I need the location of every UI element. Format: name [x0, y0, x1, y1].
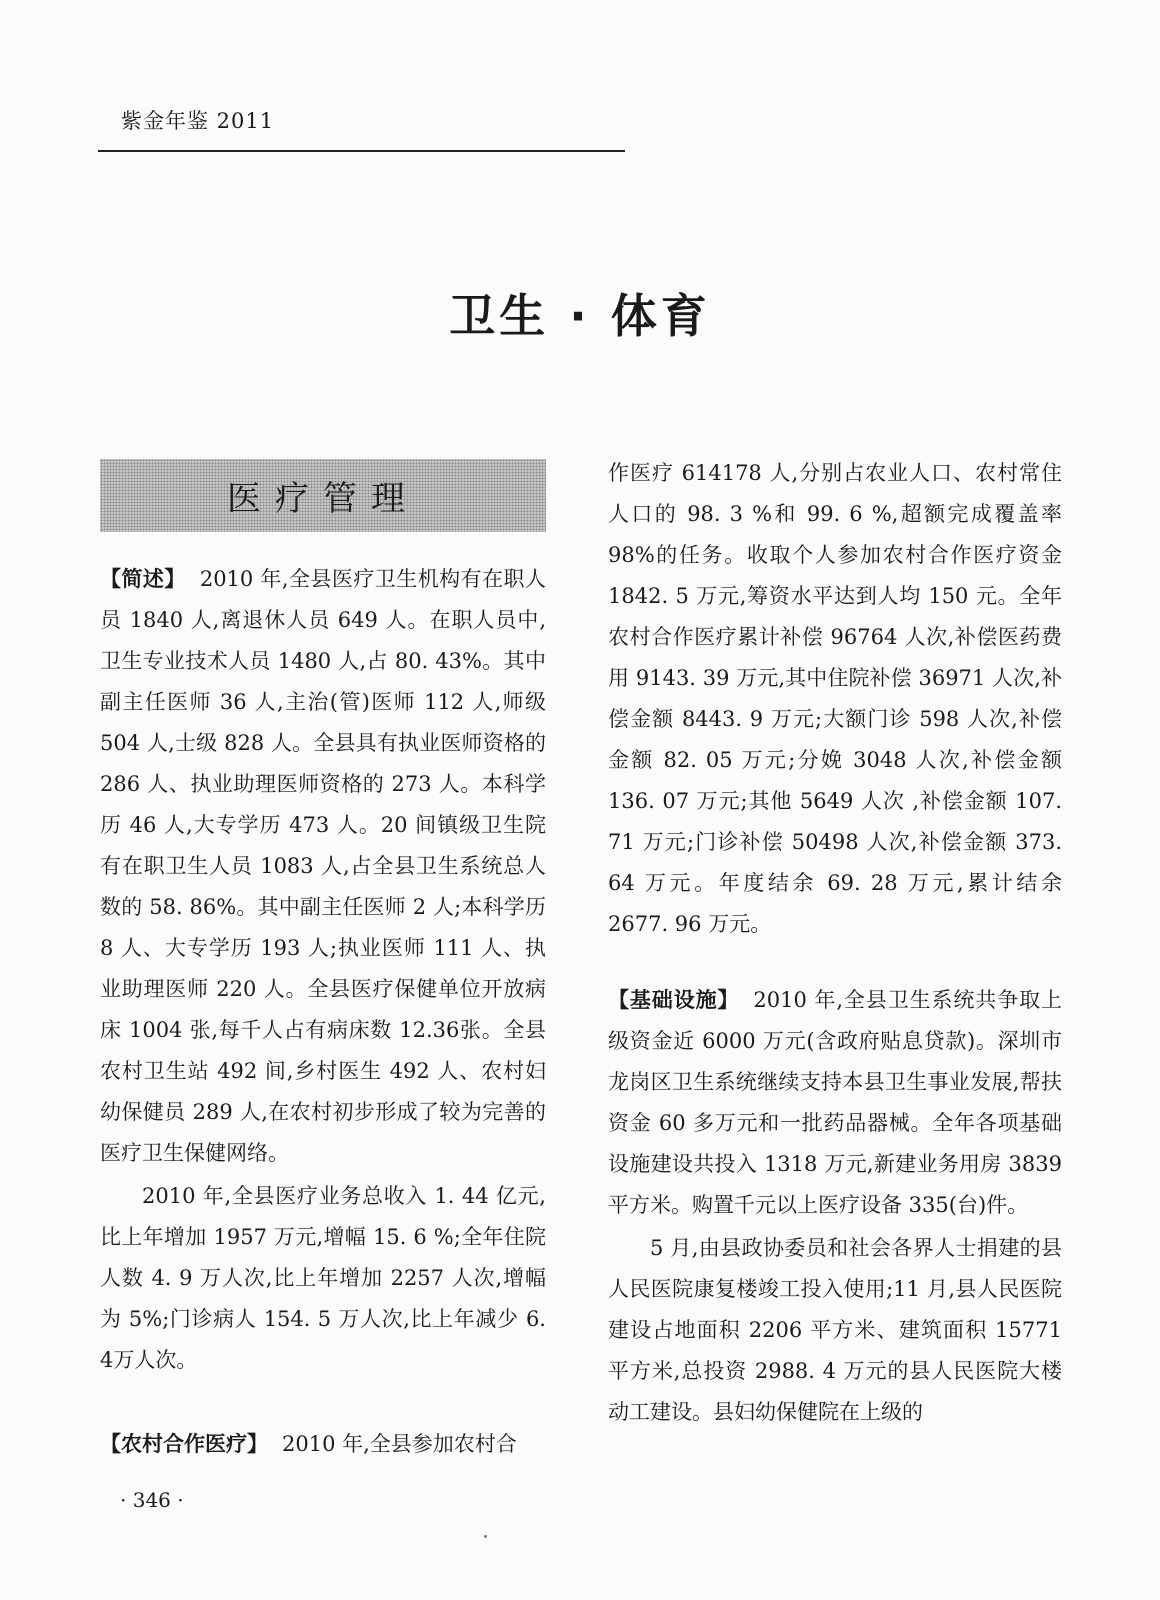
- section-banner: [100, 459, 546, 532]
- chapter-title: 卫生 · 体育: [449, 289, 711, 343]
- running-head: 紫金年鉴 2011: [121, 109, 275, 133]
- paragraph-revenue: 2010 年,全县医疗业务总收入 1. 44 亿元,比上年增加 1957 万元,增幅 15. 6 %;全年住院人数 4. 9 万人次,比上年增加 2257 人次,增幅为 5%;门诊病人 154. 5 万人次,比上年减少 6. 4万人次。: [100, 1184, 546, 1372]
- paragraph-heading: 【农村合作医疗】: [100, 1432, 268, 1456]
- paragraph-heading: 【基础设施】: [608, 988, 740, 1012]
- paragraph-text: 2010 年,全县卫生系统共争取上级资金近 6000 万元(含政府贴息贷款)。深圳市龙岗区卫生系统继续支持本县卫生事业发展,帮扶资金 60 多万元和一批药品器械。全年各项基础设施建设共投入 1318 万元,新建业务用房 3839 平方米。购置千元以上医疗设备 335(台)件。: [608, 988, 1063, 1217]
- paragraph-rural-coop-cont: 作医疗 614178 人,分别占农业人口、农村常住人口的 98. 3 %和 99. 6 %,超额完成覆盖率 98%的任务。收取个人参加农村合作医疗资金 1842. 5 万元,筹资水平达到人均 150 元。全年农村合作医疗累计补偿 96764 人次,补偿医药费用 9143. 39 万元,其中住院补偿 36971 人次,补偿金额 8443. 9 万元;大额门诊 598 人次,补偿金额 82. 05 万元;分娩 3048 人次,补偿金额 136. 07 万元;其他 5649 人次 ,补偿金额 107. 71 万元;门诊补偿 50498 人次,补偿金额 373. 64 万元。年度结余 69. 28 万元,累计结余 2677. 96 万元。: [608, 461, 1062, 936]
- paragraph-overview: [100, 559, 546, 1174]
- page-number: · 346 ·: [120, 1488, 184, 1512]
- scan-speck: [484, 1535, 487, 1538]
- section-title: 医疗管理: [227, 479, 419, 519]
- right-column: [608, 453, 1062, 1433]
- paragraph-text: 2010 年,全县参加农村合: [282, 1432, 517, 1456]
- left-column: [100, 559, 546, 1465]
- paragraph-heading: 【简述】: [100, 567, 186, 591]
- paragraph-infrastructure: [608, 980, 1062, 1226]
- paragraph-text: 2010 年,全县医疗卫生机构有在职人员 1840 人,离退休人员 649 人。在职人员中,卫生专业技术人员 1480 人,占 80. 43%。其中副主任医师 36 人,主治(管)医师 112 人,师级 504 人,士级 828 人。全县具有执业医师资格的 286 人、执业助理医师资格的 273 人。本科学历 46 人,大专学历 473 人。20 间镇级卫生院有在职卫生人员 1083 人,占全县卫生系统总人数的 58. 86%。其中副主任医师 2 人;本科学历 8 人、大专学历 193 人;执业医师 111 人、执业助理医师 220 人。全县医疗保健单位开放病床 1004 张,每千人占有病床数 12.36张。全县农村卫生站 492 间,乡村医生 492 人、农村妇幼保健员 289 人,在农村初步形成了较为完善的医疗卫生保健网络。: [100, 567, 547, 1165]
- paragraph-hospital-construction: 5 月,由县政协委员和社会各界人士捐建的县人民医院康复楼竣工投入使用;11 月,县人民医院建设占地面积 2206 平方米、建筑面积 15771 平方米,总投资 2988. 4 万元的县人民医院大楼动工建设。县妇幼保健院在上级的: [608, 1236, 1062, 1424]
- paragraph-rural-coop: [100, 1424, 546, 1465]
- header-rule: [98, 150, 625, 152]
